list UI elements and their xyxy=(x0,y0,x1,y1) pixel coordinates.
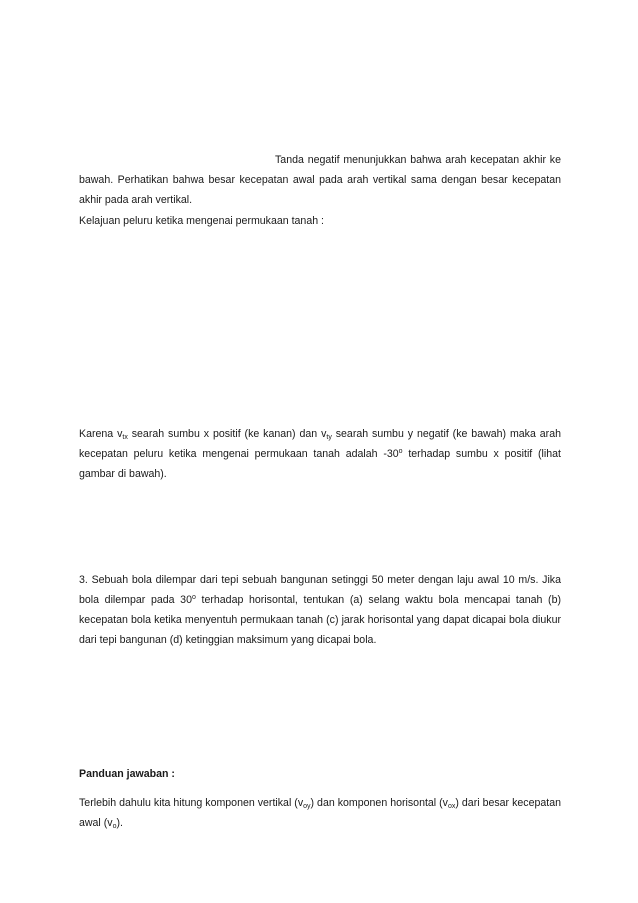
text-segment: terhadap horisontal, tentukan (a) selang waktu bola mencapai tanah (b) kecepatan bola ketika menyentuh permukaan tanah (c) jarak horisontal yang dapat dicapai bola diukur dari tepi bangunan (d) ketinggian maksimum yang dicapai bola. xyxy=(79,594,561,646)
superscript: o xyxy=(398,448,403,455)
paragraph-answer-intro xyxy=(79,793,561,833)
subscript: ty xyxy=(326,434,332,441)
text-segment: searah sumbu x positif (ke kanan) dan v xyxy=(127,428,327,440)
subscript: tx xyxy=(122,434,128,441)
paragraph-problem-3 xyxy=(79,570,561,650)
text-segment: Karena v xyxy=(79,428,123,440)
text-segment: searah sumbu y negatif (ke bawah) maka arah kecepatan peluru ketika mengenai permukaan tanah adalah -30 xyxy=(79,428,561,460)
paragraph-impact-direction xyxy=(79,424,561,484)
paragraph-impact-speed-heading: Kelajuan peluru ketika mengenai permukaan tanah : xyxy=(79,215,324,227)
text-segment: ). xyxy=(116,817,123,829)
text-segment: terhadap sumbu x positif (lihat gambar di bawah). xyxy=(79,448,561,480)
text-segment: Terlebih dahulu kita hitung komponen vertikal (v xyxy=(79,797,304,809)
superscript: o xyxy=(191,594,196,601)
heading-answer-guide: Panduan jawaban : xyxy=(79,768,175,780)
text-segment: ) dan komponen horisontal (v xyxy=(310,797,448,809)
subscript: ox xyxy=(447,803,456,810)
text-segment: 3. Sebuah bola dilempar dari tepi sebuah bangunan setinggi 50 meter dengan laju awal 10 m/s. Jika bola dilempar pada 30 xyxy=(79,574,561,606)
text-segment: ) dari besar kecepatan awal (v xyxy=(79,797,561,829)
subscript: o xyxy=(112,823,117,830)
paragraph-negative-sign-note: Tanda negatif menunjukkan bahwa arah kecepatan akhir ke bawah. Perhatikan bahwa besar kecepatan awal pada arah vertikal sama dengan besar kecepatan akhir pada arah vertikal. xyxy=(79,154,561,206)
subscript: oy xyxy=(303,803,311,810)
